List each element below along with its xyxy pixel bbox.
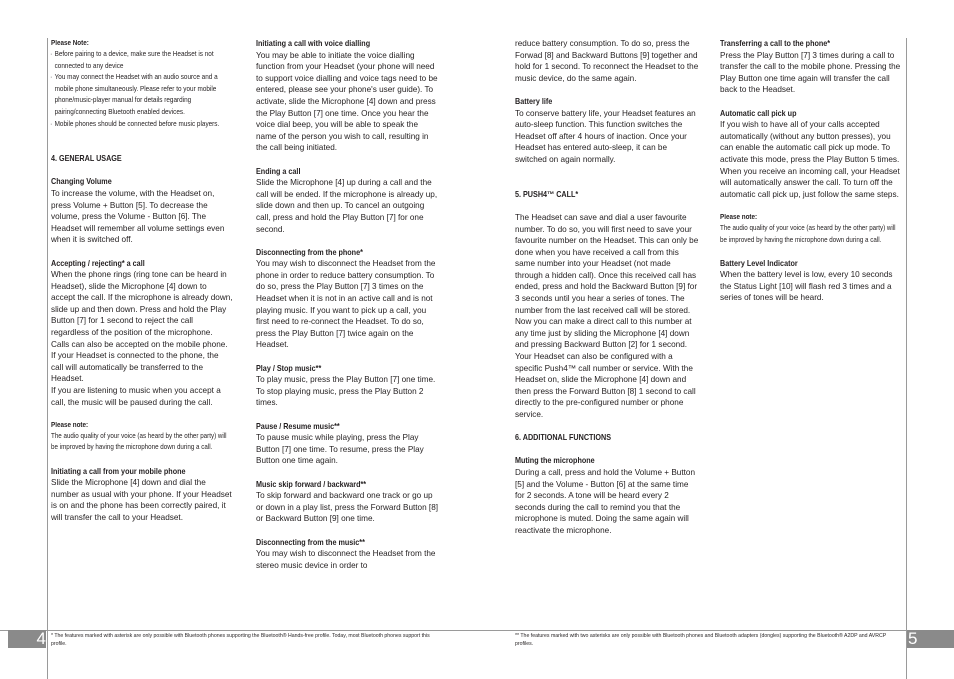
play-stop-text: To play music, press the Play Button [7] one time. To stop playing music, press the Play Button 2 times. (256, 375, 436, 408)
column-2 (256, 38, 440, 571)
disconnecting-music-text: You may wish to disconnect the Headset from the stereo music device in order to (256, 549, 436, 570)
column-4 (720, 38, 904, 304)
disconnecting-music-heading: Disconnecting from the music** (256, 537, 365, 547)
note-item: · Before pairing to a device, make sure the Headset is not connected to any device (51, 49, 235, 72)
push4-text-3: Your Headset can also be configured with a specific Push4™ call number or service. With the Headset on, slide the Microphone [4] down and then press the Forward Button [8] 1 second to call directly to the pre-configured number or phone service. (515, 352, 696, 419)
section-6-heading: 6. ADDITIONAL FUNCTIONS (515, 432, 612, 443)
footnote-left: * The features marked with asterisk are only possible with Bluetooth phones supporting the Bluetooth® Hands-free profile. Today, most Bluetooth phones support this profile. (51, 633, 430, 647)
right-margin-rule (906, 38, 907, 679)
note-item: · You may connect the Headset with an audio source and a mobile phone simultaneously. Please refer to your mobile phone/music-player manual for details regarding pairing/connecting Bluetooth enabled devices. (51, 72, 235, 118)
skip-heading: Music skip forward / backward** (256, 479, 367, 489)
please-note-2-text: The audio quality of your voice (as heard by the other party) will be improved by having the microphone down during a call. (51, 431, 227, 452)
section-5-heading: 5. PUSH4™ CALL* (515, 188, 579, 199)
auto-pickup-text: If you wish to have all of your calls accepted automatically (without any button presses), you can enable the automatic call pick up mode. To activate this mode, press the Play Button 5 times. When you receive an incoming call, your Headset will automatically answer the call. To turn off the automatic call pick up, just follow the same steps. (720, 120, 900, 199)
please-note-2-title: Please note: (51, 421, 89, 429)
muting-heading: Muting the microphone (515, 456, 595, 466)
initiating-mobile-text: Slide the Microphone [4] down and dial the number as usual with your phone. If your Headset is on and the phone has been correctly paired, it will transfer the call to your Headset. (51, 478, 232, 522)
note-list (51, 49, 233, 130)
please-note-title: Please Note: (51, 40, 89, 47)
note-item: · Mobile phones should be connected before music players. (51, 119, 235, 131)
disconnecting-phone-heading: Disconnecting from the phone* (256, 247, 363, 257)
column-1 (51, 38, 233, 524)
footnote-right: ** The features marked with two asterisks are only possible with Bluetooth phones and Bluetooth adapters (dongles) supporting the Bluetooth® A2DP and AVRCP profiles. (515, 633, 887, 647)
pause-resume-heading: Pause / Resume music** (256, 421, 340, 431)
changing-volume-heading: Changing Volume (51, 177, 112, 187)
pause-resume-text: To pause music while playing, press the Play Button [7] one time. To resume, press the Play Button one time again. (256, 433, 424, 466)
battery-indicator-heading: Battery Level Indicator (720, 258, 798, 268)
push4-text-2: Now you can make a direct call to this number at any time just by sliding the Microphone [4] down and pressing Backward Button [2] for 1 second. (515, 317, 692, 350)
ending-call-heading: Ending a call (256, 166, 301, 176)
left-margin-rule (47, 38, 48, 679)
accepting-call-text-2: Calls can also be accepted on the mobile phone. If your Headset is connected to the phone, the call will automatically be transferred to the Headset. (51, 339, 228, 384)
skip-text: To skip forward and backward one track or go up or down in a play list, press the Forward Button [8] or Backward Button [9] one time. (256, 491, 439, 524)
changing-volume-text: To increase the volume, with the Headset on, press Volume + Button [5]. To decrease the volume, press the Volume - Button [6]. The Headset will remember all volume settings even when it is switched off. (51, 188, 225, 245)
auto-pickup-heading: Automatic call pick up (720, 108, 797, 118)
play-stop-heading: Play / Stop music** (256, 363, 322, 373)
disconnecting-music-continued: reduce battery consumption. To do so, press the Forwad [8] and Backward Buttons [9] together and hold for 1 second. To reconnect the Headset to the music device, do the same again. (515, 39, 699, 83)
muting-text: During a call, press and hold the Volume + Button [5] and the Volume - Button [6] at the same time for 2 seconds. A tone will be heard every 2 seconds during the call to remind you that the microphone is muted. Doing the same again will reactivate the microphone. (515, 467, 696, 535)
column-3 (515, 38, 699, 537)
disconnecting-phone-text: You may wish to disconnect the Headset from the phone in order to reduce battery consumption. To do so, press the Play Button [7] 3 times on the Headset when it is not in an active call and is not playing music. If you want to pick up a call, you first need to re-connect the Headset. To do so, press the Play Button [7] twice again on the Headset. (256, 259, 436, 350)
accepting-call-text-3: If you are listening to music when you accept a call, the music will be paused during the call. (51, 386, 221, 407)
page-number-right: 5 (907, 630, 954, 648)
initiating-mobile-heading: Initiating a call from your mobile phone (51, 466, 186, 476)
battery-indicator-text: When the battery level is low, every 10 seconds the Status Light [10] will flash red 3 times and a series of tones will be heard. (720, 270, 893, 303)
push4-text: The Headset can save and dial a user favourite number. To do so, you will first need to save your favourite number on the Headset. This can only be done when you have received a call from this same number into your Headset (not made through a hidden call). Once this received call has ended, press and hold the Backward Button [9] for 3 seconds until you hear a series of tones. The number from the last received call will be stored. (515, 212, 699, 315)
voice-dialling-text: You may be able to initiate the voice dialling function from your Headset (your phone will need to support voice dialling and voice tags need to be entered, please see your phone's user guide). To activate, slide the Microphone [4] down and press the Play Button [7] one time. Once you hear the voice dial beep, you will be able to speak the name of the person you wish to call, resulting in the call being initiated. (256, 50, 438, 153)
footer-rule (0, 630, 907, 631)
battery-life-text: To conserve battery life, your Headset features an auto-sleep function. This function switches the Headset off after 4 hours of inaction. Once your Headset has entered auto-sleep, it can be switched on again normally. (515, 108, 696, 164)
page-number-left: 4 (8, 630, 46, 648)
battery-life-heading: Battery life (515, 96, 553, 106)
section-4-heading: 4. GENERAL USAGE (51, 153, 122, 164)
accepting-call-text: When the phone rings (ring tone can be heard in Headset), slide the Microphone [4] down to accept the call. If the microphone is already down, slide up and then down. Press and hold the Play Button [7] for 1 second to reject the call regardless of the position of the microphone. (51, 270, 233, 338)
ending-call-text: Slide the Microphone [4] up during a call and the call will be ended. If the microphone is already up, slide down and then up. To cancel an outgoing call, press and hold the Play Button [7] for one second. (256, 178, 438, 234)
transfer-call-heading: Transferring a call to the phone* (720, 39, 831, 48)
accepting-call-heading: Accepting / rejecting* a call (51, 258, 145, 268)
voice-dialling-heading: Initiating a call with voice dialling (256, 39, 371, 48)
transfer-call-text: Press the Play Button [7] 3 times during a call to transfer the call to the mobile phone. Pressing the Play Button one time again will transfer the call back to the Headset. (720, 50, 901, 95)
please-note-title: Please note: (720, 213, 758, 221)
please-note-text: The audio quality of your voice (as heard by the other party) will be improved by having the microphone down during a call. (720, 223, 896, 244)
